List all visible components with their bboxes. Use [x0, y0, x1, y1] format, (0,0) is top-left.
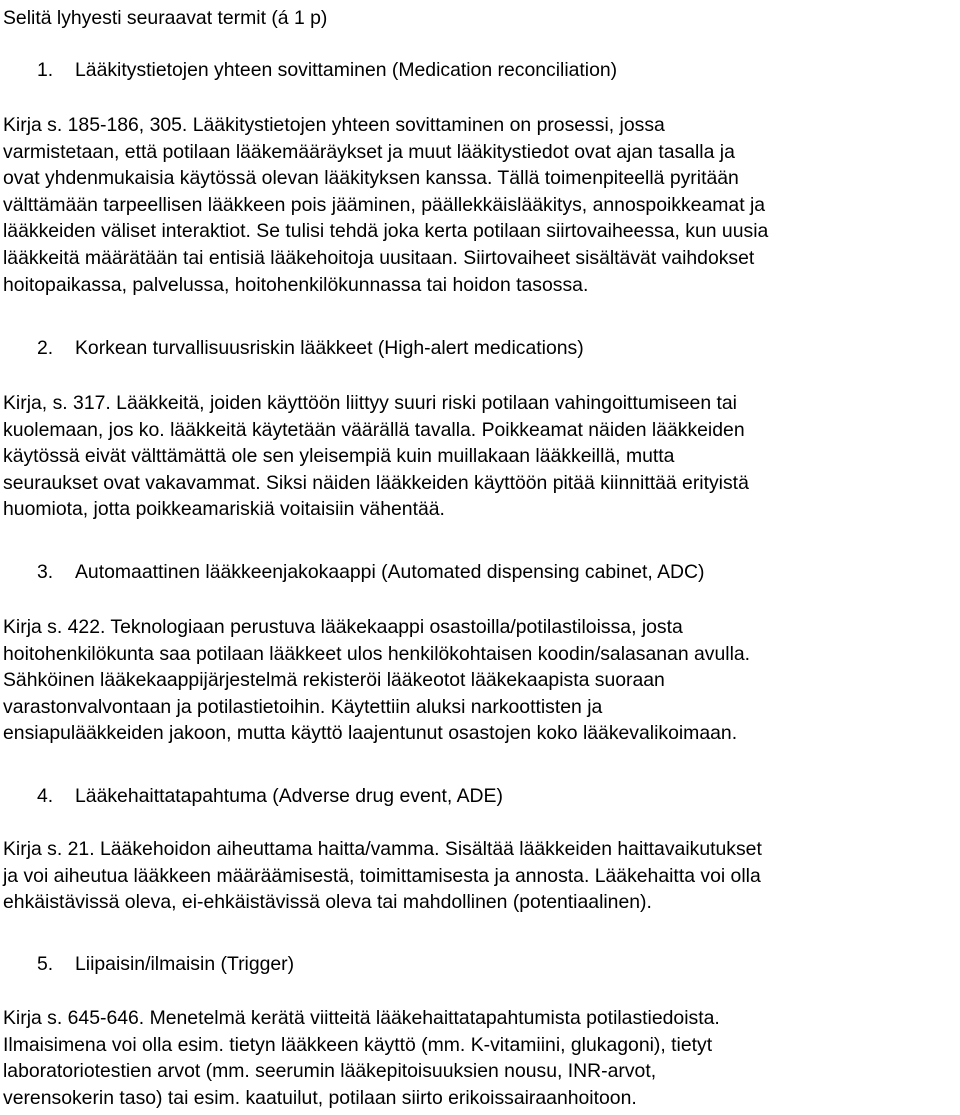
section-heading-3 [37, 559, 705, 586]
body-line: Kirja s. 185-186, 305. Lääkitystietojen yhteen sovittaminen on prosessi, jossa [3, 114, 665, 136]
section-heading-4 [37, 783, 503, 810]
body-line: Kirja, s. 317. Lääkkeitä, joiden käyttöön liittyy suuri riski potilaan vahingoittumiseen tai [3, 392, 737, 414]
section-heading-1 [37, 57, 617, 84]
body-line: huomiota, jotta poikkeamariskiä voitaisiin vähentää. [3, 498, 445, 521]
section-title: Liipaisin/ilmaisin (Trigger) [75, 953, 295, 975]
section-title: Lääkitystietojen yhteen sovittaminen (Medication reconciliation) [75, 59, 618, 81]
section-body-2 [3, 390, 959, 523]
body-line: kuolemaan, jos ko. lääkkeitä käytetään väärällä tavalla. Poikkeamat näiden lääkkeiden [3, 418, 745, 441]
section-body-4 [3, 836, 959, 916]
body-line: varastonvalvontaan ja potilastietoihin. Käytettiin aluksi narkoottisten ja [3, 695, 603, 718]
section-heading-2 [37, 335, 584, 362]
body-line: ja voi aiheutua lääkkeen määräämisestä, toimittamisesta ja annosta. Lääkehaitta voi olla [3, 864, 761, 887]
section-number: 4. [37, 785, 54, 807]
body-line: lääkkeitä määrätään tai entisiä lääkehoitoja uusitaan. Siirtovaiheet sisältävät vaihdokset [3, 246, 755, 269]
body-line: käytössä eivät välttämättä ole sen yleisempiä kuin muillakaan lääkkeillä, mutta [3, 445, 675, 468]
section-body-1 [3, 112, 959, 298]
body-line: Kirja s. 21. Lääkehoidon aiheuttama haitta/vamma. Sisältää lääkkeiden haittavaikutukset [3, 838, 762, 860]
body-line: Sähköinen lääkekaappijärjestelmä rekisteröi lääkeotot lääkekaapista suoraan [3, 669, 665, 692]
section-body-3 [3, 614, 959, 747]
section-title: Automaattinen lääkkeenjakokaappi (Automated dispensing cabinet, ADC) [75, 561, 705, 583]
body-line: hoitopaikassa, palvelussa, hoitohenkilökunnassa tai hoidon tasossa. [3, 273, 589, 296]
body-line: seuraukset ovat vakavammat. Siksi näiden lääkkeiden käyttöön pitää kiinnittää erityistä [3, 471, 749, 494]
section-number: 3. [37, 561, 54, 583]
body-line: laboratoriotestien arvot (mm. seerumin lääkepitoisuuksien nousu, INR-arvot, [3, 1060, 657, 1083]
body-line: ensiapulääkkeiden jakoon, mutta käyttö laajentunut osastojen koko lääkevalikoimaan. [3, 722, 738, 745]
section-number: 1. [37, 59, 54, 81]
body-line: lääkkeiden väliset interaktiot. Se tulisi tehdä joka kerta potilaan siirtovaiheessa, kun uusia [3, 220, 769, 243]
body-line: verensokerin taso) tai esim. kaatuilut, potilaan siirto erikoissairaanhoitoon. [3, 1086, 637, 1109]
section-heading-5 [37, 951, 294, 978]
intro-instruction: Selitä lyhyesti seuraavat termit (á 1 p) [3, 7, 328, 29]
section-title: Korkean turvallisuusriskin lääkkeet (High-alert medications) [75, 337, 584, 359]
body-line: Kirja s. 645-646. Menetelmä kerätä viitteitä lääkehaittatapahtumista potilastiedoista. [3, 1007, 720, 1029]
body-line: välttämään tarpeellisen lääkkeen pois jääminen, päällekkäislääkitys, annospoikkeamat ja [3, 193, 766, 216]
body-line: Ilmaisimena voi olla esim. tietyn lääkkeen käyttö (mm. K-vitamiini, glukagoni), tietyt [3, 1033, 713, 1056]
section-number: 2. [37, 337, 54, 359]
section-number: 5. [37, 953, 54, 975]
body-line: hoitohenkilökunta saa potilaan lääkkeet ulos henkilökohtaisen koodin/salasanan avulla. [3, 642, 751, 665]
body-line: Kirja s. 422. Teknologiaan perustuva lääkekaappi osastoilla/potilastiloissa, josta [3, 616, 683, 638]
body-line: varmistetaan, että potilaan lääkemääräykset ja muut lääkitystiedot ovat ajan tasalla ja [3, 140, 735, 163]
section-title: Lääkehaittatapahtuma (Adverse drug event, ADE) [75, 785, 503, 807]
body-line: ehkäistävissä oleva, ei-ehkäistävissä oleva tai mahdollinen (potentiaalinen). [3, 891, 652, 914]
body-line: ovat yhdenmukaisia käytössä olevan lääkityksen kanssa. Tällä toimenpiteellä pyritään [3, 167, 739, 190]
section-body-5 [3, 1005, 959, 1111]
